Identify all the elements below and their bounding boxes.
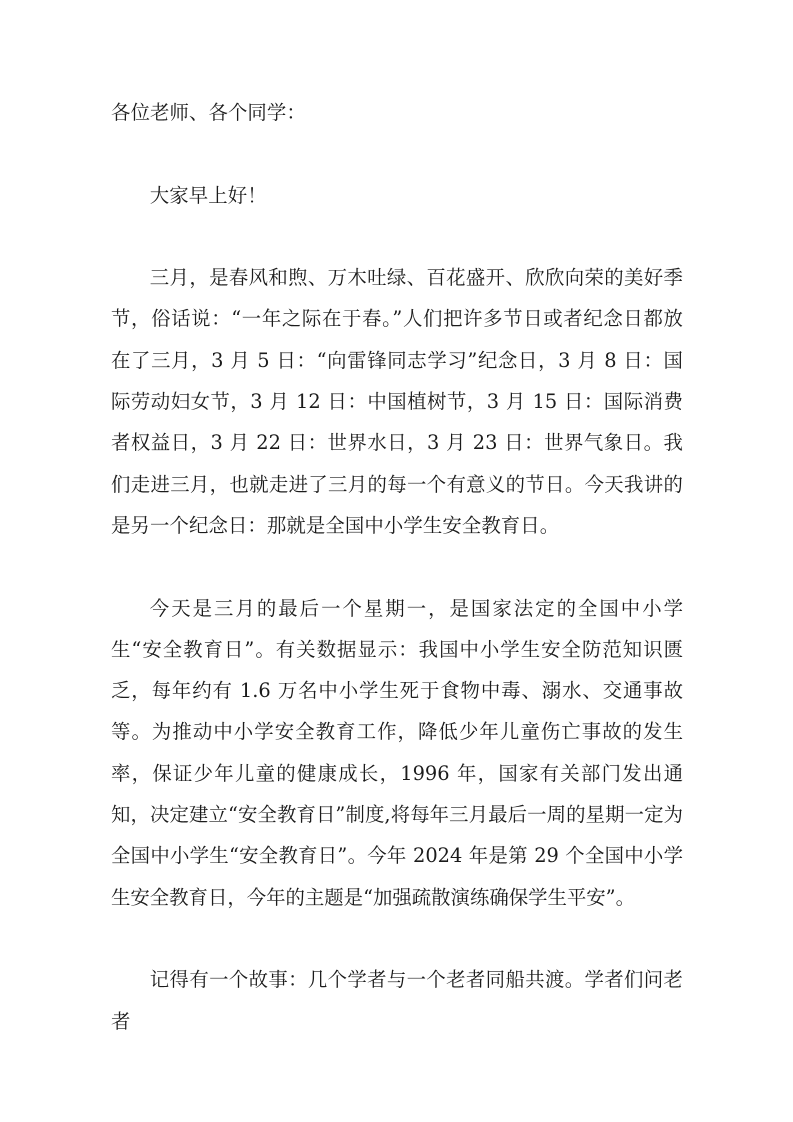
paragraph-march-intro: 三月，是春风和煦、万木吐绿、百花盛开、欣欣向荣的美好季节，俗话说：“一年之际在于春。”人们把许多节日或者纪念日都放在了三月，3 月 5 日：“向雷锋同志学习”纪念日，3 月 8 日：国际劳动妇女节，3 月 12 日：中国植树节，3 月 15 日：国际消费者权益日，3 月 22 日：世界水日，3 月 23 日：世界气象日。我们走进三月，也就走进了三月的每一个有意义的节日。今天我讲的是另一个纪念日：那就是全国中小学生安全教育日。	[111, 266, 683, 537]
paragraph-greeting: 大家早上好！	[149, 183, 267, 207]
paragraph-salutation: 各位老师、各个同学：	[111, 101, 306, 124]
paragraph-safety-education-day: 今天是三月的最后一个星期一，是国家法定的全国中小学生“安全教育日”。有关数据显示：我国中小学生安全防范知识匮乏，每年约有 1.6 万名中小学生死于食物中毒、溺水、交通事故等。为推动中小学安全教育工作，降低少年儿童伤亡事故的发生率，保证少年儿童的健康成长，1996 年，国家有关部门发出通知，决定建立“安全教育日”制度,将每年三月最后一周的星期一定为全国中小学生“安全教育日”。今年 2024 年是第 29 个全国中小学生安全教育日，今年的主题是“加强疏散演练确保学生平安”。	[111, 596, 683, 909]
document-body	[111, 92, 683, 1042]
paragraph-story-opening: 记得有一个故事：几个学者与一个老者同船共渡。学者们问老者	[111, 968, 683, 1033]
